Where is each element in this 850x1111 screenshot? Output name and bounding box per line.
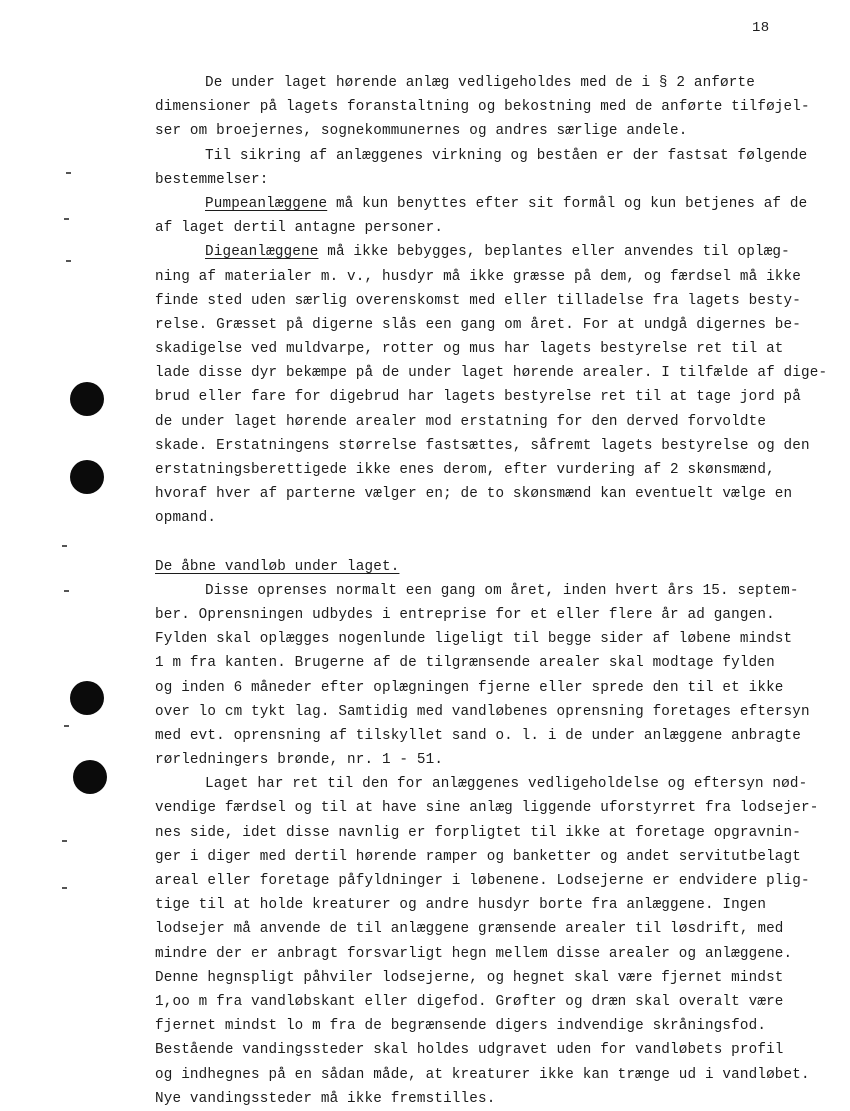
text-line: brud eller fare for digebrud har lagets bestyrelse ret til at tage jord på — [155, 389, 801, 406]
text-line: finde sted uden særlig overenskomst med eller tilladelse fra lagets besty- — [155, 292, 801, 309]
section-heading-text: De åbne vandløb under laget. — [155, 558, 400, 575]
text-line: hvoraf hver af parterne vælger en; de to skønsmænd kan eventuelt vælge en — [155, 486, 793, 503]
text-line: og indhegnes på en sådan måde, at kreaturer ikke kan trænge ud i vandløbet. — [155, 1066, 810, 1083]
scan-speck — [62, 887, 67, 889]
text-line: lodsejer må anvende de til anlæggene grænsende arealer til løsdrift, med — [155, 921, 784, 938]
text-line: ning af materialer m. v., husdyr må ikke græsse på dem, og færdsel må ikke — [155, 268, 801, 285]
text-line — [155, 192, 835, 216]
text-line: Bestående vandingssteder skal holdes udgravet uden for vandløbets profil — [155, 1042, 784, 1059]
dike-installations-heading: Digeanlæggene — [205, 244, 319, 261]
text-line: Nye vandingssteder må ikke fremstilles. — [155, 1090, 496, 1107]
paragraph-dike-installations — [155, 240, 835, 530]
scan-speck — [64, 725, 69, 727]
text-line: erstatningsberettigede ikke enes derom, efter vurdering af 2 skønsmænd, — [155, 462, 775, 478]
scan-speck — [64, 590, 69, 592]
text-line: Disse oprenses normalt een gang om året, inden hvert års 15. septem- — [205, 582, 799, 599]
page-number: 18 — [752, 20, 770, 36]
text-line: vendige færdsel og til at have sine anlæg liggende uforstyrret fra lodsejer- — [155, 800, 819, 817]
text-line: Denne hegnspligt påhviler lodsejerne, og hegnet skal være fjernet mindst — [155, 969, 784, 986]
paragraph-rights — [155, 772, 835, 1111]
text-line — [155, 240, 835, 264]
text-line: tige til at holde kreaturer og andre husdyr borte fra anlæggene. Ingen — [155, 897, 767, 914]
scan-speck — [64, 218, 69, 220]
text-line: bestemmelser: — [155, 171, 269, 188]
text-line: af laget dertil antagne personer. — [155, 220, 444, 237]
text-line: og inden 6 måneder efter oplægningen fjerne eller sprede den til et ikke — [155, 679, 784, 696]
text-line: Laget har ret til den for anlæggenes vedligeholdelse og eftersyn nød- — [205, 776, 808, 793]
text-line: skade. Erstatningens størrelse fastsættes, såfremt lagets bestyrelse og den — [155, 437, 810, 454]
text-line: lade disse dyr bekæmpe på de under laget hørende arealer. I tilfælde af dige- — [155, 365, 828, 382]
text-line: nes side, idet disse navnlig er forpligtet til ikke at foretage opgravnin- — [155, 824, 801, 841]
text-line: areal eller foretage påfyldninger i løbenene. Lodsejerne er endvidere plig- — [155, 873, 810, 889]
paragraph-cleaning — [155, 579, 835, 773]
text-line: De under laget hørende anlæg vedligeholdes med de i § 2 anførte — [205, 75, 755, 91]
text-line: 1,oo m fra vandløbskant eller digefod. Grøfter og dræn skal overalt være — [155, 993, 784, 1010]
text-line: 1 m fra kanten. Brugerne af de tilgrænsende arealer skal modtage fylden — [155, 655, 775, 672]
punch-hole-2 — [70, 460, 104, 494]
text-line: dimensioner på lagets foranstaltning og bekostning med de anførte tilføjel- — [155, 99, 810, 116]
punch-hole-3 — [70, 681, 104, 715]
section-heading — [155, 555, 835, 579]
text-line: mindre der er anbragt forsvarligt hegn mellem disse arealer og anlæggene. — [155, 945, 793, 962]
punch-hole-4 — [73, 760, 107, 794]
pump-installations-heading: Pumpeanlæggene — [205, 195, 328, 212]
scan-speck — [66, 260, 71, 262]
paragraph-pump-installations — [155, 192, 835, 240]
paragraph-provisions — [155, 144, 835, 192]
text-line: med evt. oprensning af tilskyllet sand o. l. i de under anlæggene anbragte — [155, 727, 801, 744]
scan-speck — [66, 172, 71, 174]
scan-speck — [62, 545, 67, 547]
document-body — [155, 71, 835, 1111]
text-line: ger i diger med dertil hørende ramper og banketter og andet servitutbelagt — [155, 848, 801, 865]
text-line: rørledningers brønde, nr. 1 - 51. — [155, 752, 444, 769]
text-line: over lo cm tykt lag. Samtidig med vandløbenes oprensning foretages eftersyn — [155, 703, 810, 720]
text-line: fjernet mindst lo m fra de begrænsende digers indvendige skråningsfod. — [155, 1018, 767, 1035]
text-line: opmand. — [155, 510, 217, 527]
text-line: Fylden skal oplægges nogenlunde ligeligt til begge sider af løbene mindst — [155, 631, 793, 648]
text-line: de under laget hørende arealer mod erstatning for den derved forvoldte — [155, 413, 767, 430]
paragraph-maintenance — [155, 71, 835, 144]
text-line: relse. Græsset på digerne slås een gang om året. For at undgå digernes be- — [155, 316, 801, 333]
punch-hole-1 — [70, 382, 104, 416]
text-line: ber. Oprensningen udbydes i entreprise for et eller flere år ad gangen. — [155, 606, 775, 623]
text-span: må kun benyttes efter sit formål og kun betjenes af de — [327, 195, 808, 212]
scan-speck — [62, 840, 67, 842]
text-span: må ikke bebygges, beplantes eller anvendes til oplæg- — [318, 244, 790, 261]
text-line: ser om broejernes, sognekommunernes og andres særlige andele. — [155, 123, 688, 140]
text-line: skadigelse ved muldvarpe, rotter og mus har lagets bestyrelse ret til at — [155, 341, 784, 358]
text-line: Til sikring af anlæggenes virkning og beståen er der fastsat følgende — [205, 147, 808, 164]
